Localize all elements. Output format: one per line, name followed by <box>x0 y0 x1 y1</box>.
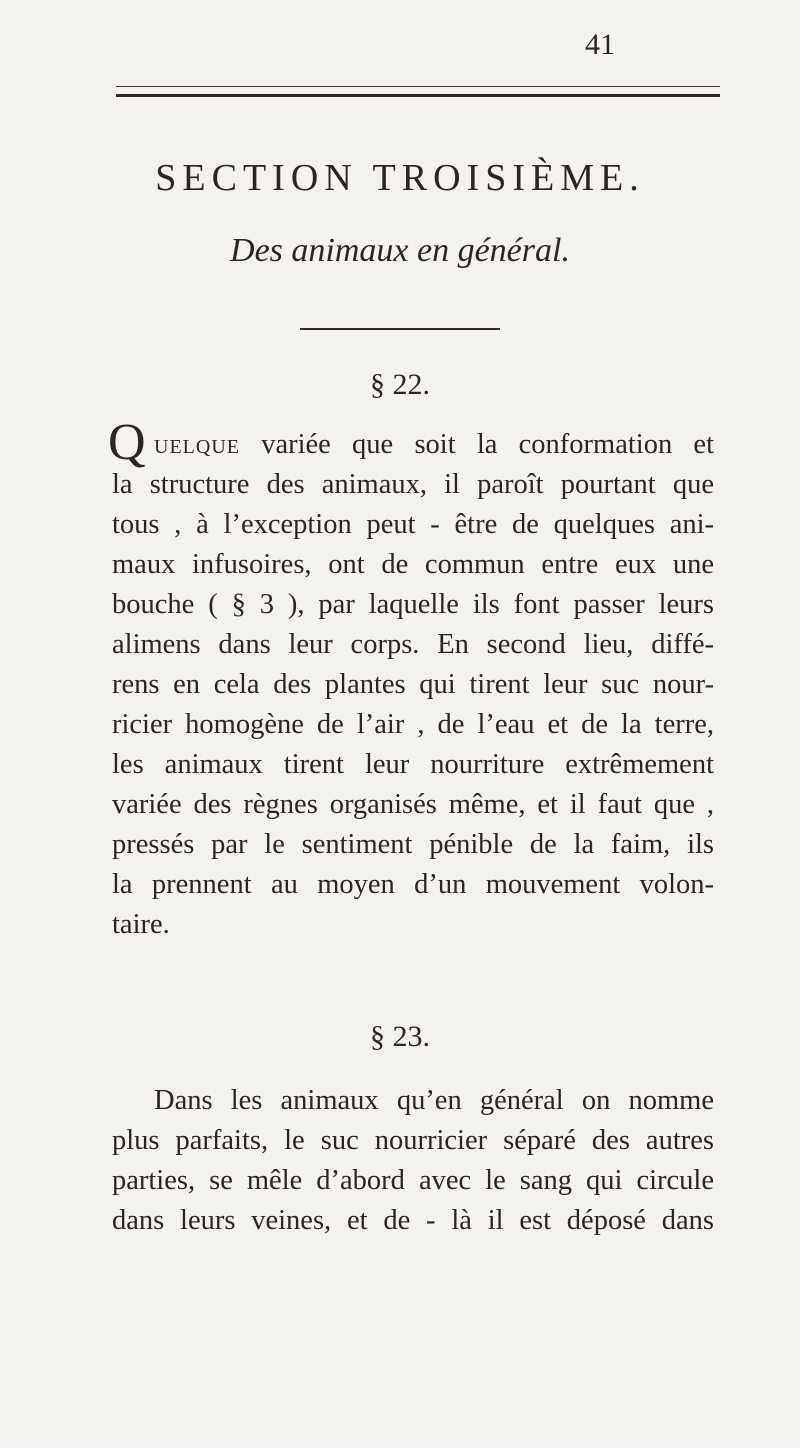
paragraph-22 <box>108 414 714 945</box>
text-line: la prennent au moyen d’un mouvement volon- <box>112 869 714 900</box>
header-rule-thick <box>116 94 720 97</box>
header-rule-thin <box>116 86 720 87</box>
drop-cap: Q <box>108 414 146 471</box>
text-line: les animaux tirent leur nourriture extrêmement <box>112 749 714 780</box>
paragraph-first-line <box>108 414 714 471</box>
text-line: maux infusoires, ont de commun entre eux une <box>112 549 714 580</box>
page-number: 41 <box>585 28 615 61</box>
first-word: uelque <box>154 429 240 460</box>
separator-rule <box>300 328 500 330</box>
text-line: dans leurs veines, et de - là il est déposé dans <box>112 1205 714 1236</box>
first-line-text <box>112 425 714 465</box>
section-mark-22: § 22. <box>370 368 430 401</box>
section-title: SECTION TROISIÈME. <box>155 157 645 199</box>
first-line-rest: variée que soit la conformation et <box>261 429 714 460</box>
text-line: bouche ( § 3 ), par laquelle ils font passer leurs <box>112 589 714 620</box>
text-line: alimens dans leur corps. En second lieu, diffé- <box>112 629 714 660</box>
text-line: rens en cela des plantes qui tirent leur suc nour- <box>112 669 714 700</box>
text-line: la structure des animaux, il paroît pourtant que <box>112 469 714 500</box>
text-line: tous , à l’exception peut - être de quelques ani- <box>112 509 714 540</box>
paragraph-23 <box>112 1081 714 1241</box>
section-subtitle: Des animaux en général. <box>230 232 570 269</box>
text-line: variée des règnes organisés même, et il faut que , <box>112 789 714 820</box>
text-line: Dans les animaux qu’en général on nomme <box>154 1085 714 1116</box>
text-line: parties, se mêle d’abord avec le sang qui circule <box>112 1165 714 1196</box>
text-line: plus parfaits, le suc nourricier séparé des autres <box>112 1125 714 1156</box>
text-line-last: taire. <box>112 909 170 940</box>
section-mark-23: § 23. <box>370 1020 430 1053</box>
text-line: pressés par le sentiment pénible de la faim, ils <box>112 829 714 860</box>
text-line: ricier homogène de l’air , de l’eau et de la terre, <box>112 709 714 740</box>
